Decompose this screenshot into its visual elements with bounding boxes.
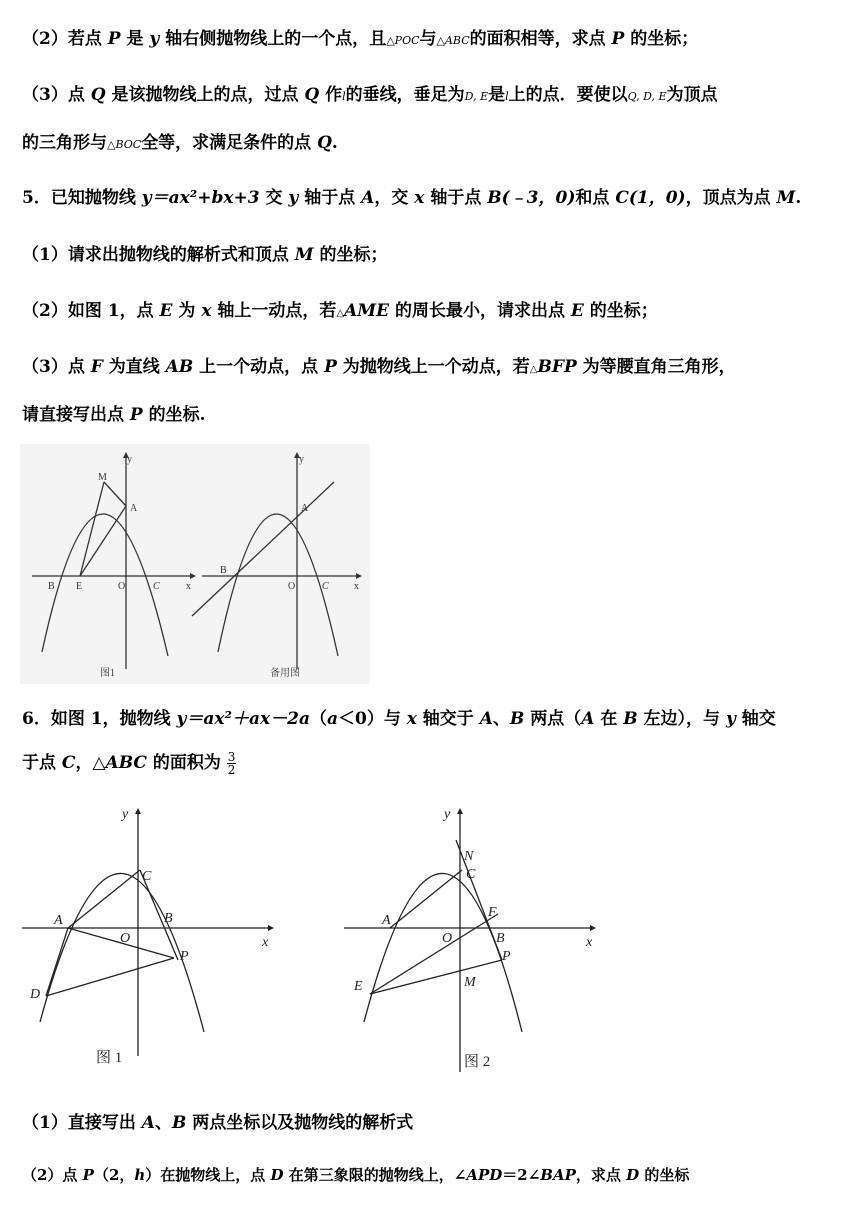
fig6a-label-O: O (120, 931, 131, 946)
fig6b-label-M: M (464, 975, 476, 990)
fig5a-label-A: A (130, 503, 138, 514)
fig5b-label-C: C (322, 581, 329, 592)
q5-part2: （2）如图 1，点 E 为 x 轴上一动点，若△AME 的周长最小，请求出点 E 的坐标； (22, 301, 658, 321)
fig6a-segment-AC (68, 870, 140, 928)
fig6a-label-B: B (164, 911, 173, 926)
fig6b-caption: 图 2 (464, 1054, 491, 1070)
fig5a-caption: 图1 (100, 668, 115, 679)
fig5a-label-M: M (98, 472, 107, 483)
fig6b-label-A: A (382, 913, 391, 928)
q6-part2: （2）点 P（2，h）在抛物线上，点 D 在第三象限的抛物线上，∠APD＝2∠BAP，求点 D 的坐标 (22, 1166, 690, 1184)
fig6b-label-C: C (466, 867, 476, 882)
fig5a-label-y: y (127, 454, 132, 465)
q6-stem: 6．如图 1，抛物线 y＝ax²＋ax－2a（a＜0）与 x 轴交于 A、B 两点（A 在 B 左边），与 y 轴交 (22, 709, 776, 729)
fig6b-label-P: P (502, 949, 511, 964)
fig6b-label-F: F (488, 905, 497, 920)
fig6b-diagram (344, 808, 596, 1072)
fig6a-label-y: y (122, 807, 129, 822)
fig6b-label-E: E (354, 979, 363, 994)
q6-figures (18, 800, 618, 1080)
q4-part3-cont: 的三角形与△BOC全等，求满足条件的点 Q. (22, 133, 338, 153)
q4-part3: （3）点 Q 是该抛物线上的点，过点 Q 作l的垂线，垂足为D, E是l上的点．要使以Q, D, E为顶点 (22, 85, 718, 105)
fig5b-label-A: A (301, 503, 309, 514)
fig6a-label-D: D (30, 987, 41, 1002)
fig6b-label-O: O (442, 931, 453, 946)
q5-stem: 5．已知抛物线 y＝ax²+bx+3 交 y 轴于点 A，交 x 轴于点 B(﹣3，0)和点 C(1，0)，顶点为点 M. (22, 188, 802, 208)
fig6a-label-P: P (180, 949, 189, 964)
q6-part1: （1）直接写出 A、B 两点坐标以及抛物线的解析式 (22, 1113, 414, 1133)
fig5a-label-C: C (153, 581, 160, 592)
figure-background (20, 444, 370, 684)
q5-figures (20, 444, 370, 684)
fig5b-label-B: B (220, 565, 227, 576)
fig5b-label-y: y (299, 454, 304, 465)
fig6a-caption: 图 1 (96, 1050, 123, 1066)
fig6a-diagram (22, 808, 274, 1056)
fraction-three-halves: $\frac{3}{2}$ (227, 750, 236, 777)
fig5a-label-x: x (186, 581, 191, 592)
q5-part3-cont: 请直接写出点 P 的坐标. (22, 405, 206, 425)
q4-part2: （2）若点 P 是 y 轴右侧抛物线上的一个点，且△POC与△ABC的面积相等，求点 P 的坐标； (22, 29, 699, 49)
fig6b-segment-EP (370, 960, 502, 994)
fig6a-label-x: x (262, 935, 269, 950)
fig6b-label-y: y (444, 807, 451, 822)
fig5b-caption: 备用图 (270, 668, 300, 679)
fig6a-segment-DP (46, 958, 174, 996)
fig6b-label-x: x (586, 935, 593, 950)
fig6a-label-C: C (142, 869, 152, 884)
q6-stem-cont: 于点 C，△ABC 的面积为 $\frac{3}{2}$ (22, 750, 236, 777)
fig5b-label-x: x (354, 581, 359, 592)
fig5a-label-E: E (76, 581, 83, 592)
fig6b-label-N: N (464, 849, 474, 864)
fig6b-label-B: B (496, 931, 505, 946)
fig6a-label-A: A (54, 913, 63, 928)
q5-part1: （1）请求出抛物线的解析式和顶点 M 的坐标； (22, 245, 388, 265)
fig5a-label-O: O (118, 581, 126, 592)
fig6a-segment-AD (46, 928, 68, 996)
q5-part3: （3）点 F 为直线 AB 上一个动点，点 P 为抛物线上一个动点，若△BFP 为等腰直角三角形， (22, 357, 736, 377)
fig5a-label-B: B (48, 581, 55, 592)
fig6b-parabola (364, 873, 522, 1032)
fig6b-segment-AC (390, 870, 462, 928)
fig5b-label-O: O (288, 581, 296, 592)
